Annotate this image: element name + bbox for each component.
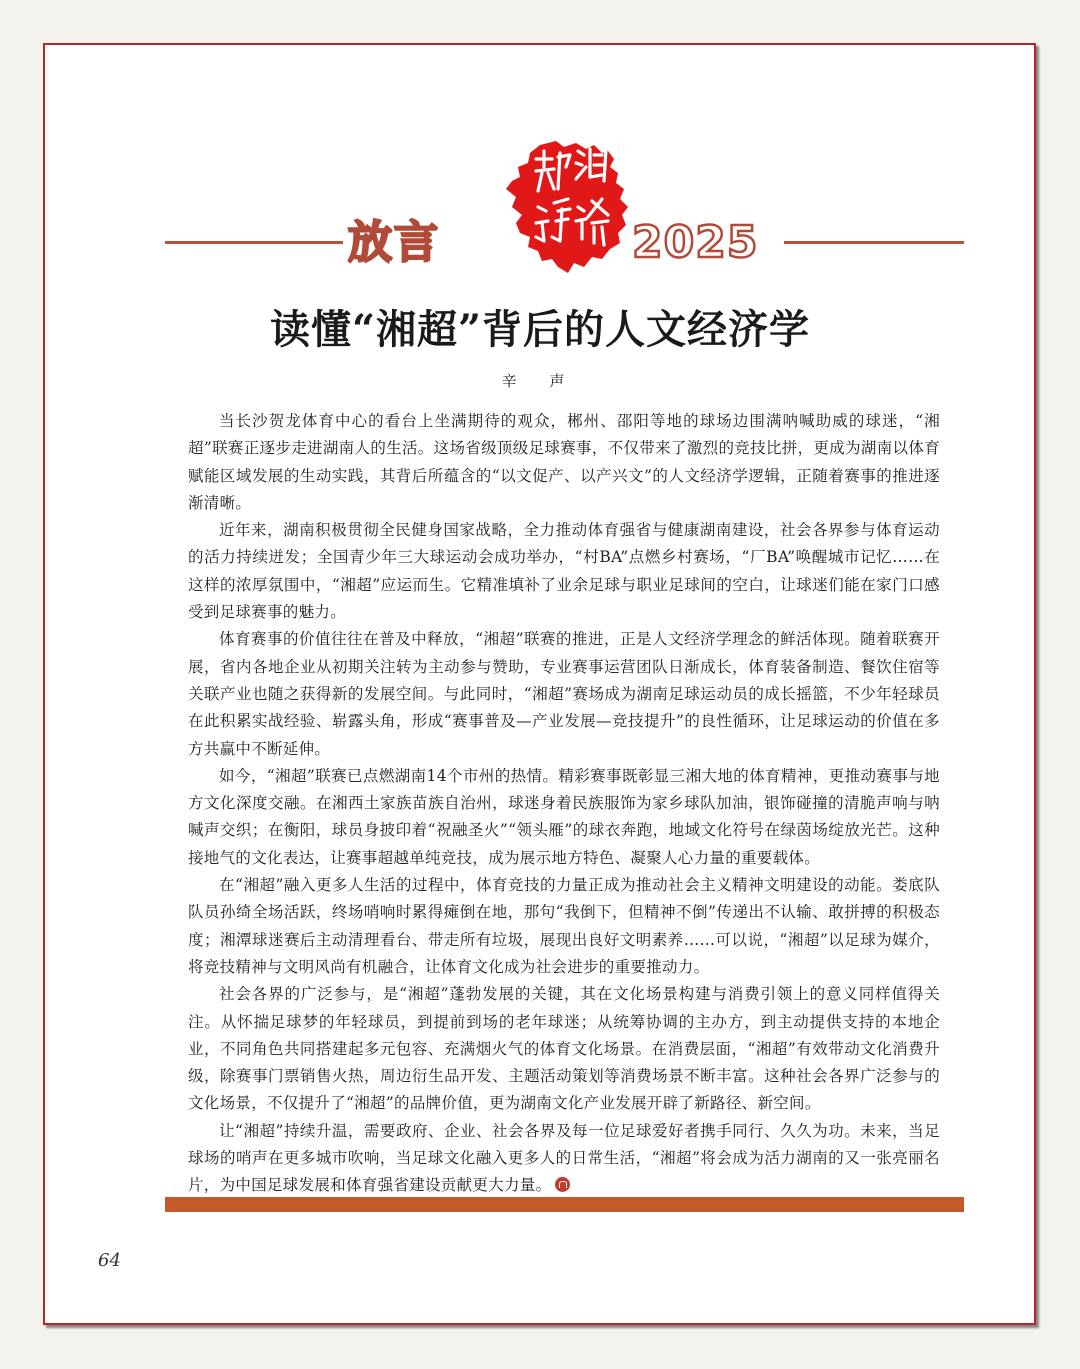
header-rule-left	[165, 241, 343, 244]
column-name: 放言	[348, 217, 440, 268]
paragraph: 如今，“湘超”联赛已点燃湖南14个市州的热情。精彩赛事既彰显三湘大地的体育精神，更推动赛事与地方文化深度交融。在湘西土家族苗族自治州，球迷身着民族服饰为家乡球队加油，银饰碰撞的清脆声响与呐喊声交织；在衡阳，球员身披印着“祝融圣火”“领头雁”的球衣奔跑，地域文化符号在绿茵场绽放光芒。这种接地气的文化表达，让赛事超越单纯竞技，成为展示地方特色、凝聚人心力量的重要载体。	[188, 766, 940, 867]
article-author: 辛 声	[501, 372, 579, 390]
column-year: 2025	[632, 217, 759, 268]
footer-bar	[165, 1197, 964, 1212]
page-number: 64	[98, 1250, 121, 1271]
end-mark-icon	[555, 1177, 570, 1192]
paragraph: 体育赛事的价值往往在普及中释放，“湘超”联赛的推进，正是人文经济学理念的鲜活体现。随着联赛开展，省内各地企业从初期关注转为主动参与赞助，专业赛事运营团队日渐成长，体育装备制造、餐饮住宿等关联产业也随之获得新的发展空间。与此同时，“湘超”赛场成为湖南足球运动员的成长摇篮，不少年轻球员在此积累实战经验、崭露头角，形成“赛事普及—产业发展—竞技提升”的良性循环，让足球运动的价值在多方共赢中不断延伸。	[188, 630, 940, 758]
paragraph-text: 让“湘超”持续升温，需要政府、企业、社会各界及每一位足球爱好者携手同行、久久为功。未来，当足球场的哨声在更多城市吹响，当足球文化融入更多人的日常生活，“湘超”将会成为活力湖南的又一张亮丽名片，为中国足球发展和体育强省建设贡献更大力量。	[188, 1121, 940, 1195]
paragraph: 在“湘超”融入更多人生活的过程中，体育竞技的力量正成为推动社会主义精神文明建设的动能。娄底队队员孙绮全场活跃，终场哨响时累得瘫倒在地，那句“我倒下，但精神不倒”传递出不认输、敢拼搏的积极态度；湘潭球迷赛后主动清理看台、带走所有垃圾，展现出良好文明素养……可以说，“湘超”以足球为媒介，将竞技精神与文明风尚有机融合，让体育文化成为社会进步的重要推动力。	[188, 876, 940, 976]
paragraph: 当长沙贺龙体育中心的看台上坐满期待的观众，郴州、邵阳等地的球场边围满呐喊助威的球迷，“湘超”联赛正逐步走进湖南人的生活。这场省级顶级足球赛事，不仅带来了激烈的竞技比拼，更成为湖南以体育赋能区域发展的生动实践，其背后所蕴含的“以文促产、以产兴文”的人文经济学逻辑，正随着赛事的推进逐渐清晰。	[188, 412, 940, 512]
header-rule-right	[784, 241, 964, 244]
hunan-map-logo	[498, 137, 634, 277]
last-paragraph	[188, 1118, 940, 1200]
paragraph: 社会各界的广泛参与，是“湘超”蓬勃发展的关键，其在文化场景构建与消费引领上的意义同样值得关注。从怀揣足球梦的年轻球员，到提前到场的老年球迷；从统筹协调的主办方，到主动提供支持的本地企业，不同角色共同搭建起多元包容、充满烟火气的体育文化场景。在消费层面，“湘超”有效带动文化消费升级，除赛事门票销售火热，周边衍生品开发、主题活动策划等消费场景不断丰富。这种社会各界广泛参与的文化场景，不仅提升了“湘超”的品牌价值，更为湖南文化产业发展开辟了新路径、新空间。	[188, 985, 940, 1113]
article-body	[188, 408, 940, 1200]
article-title: 读懂“湘超”背后的人文经济学	[269, 306, 810, 353]
paragraph: 近年来，湖南积极贯彻全民健身国家战略，全力推动体育强省与健康湖南建设，社会各界参与体育运动的活力持续迸发；全国青少年三大球运动会成功举办，“村BA”点燃乡村赛场，“厂BA”唤醒城市记忆……在这样的浓厚氛围中，“湘超”应运而生。它精准填补了业余足球与职业足球间的空白，让球迷们能在家门口感受到足球赛事的魅力。	[188, 521, 940, 622]
